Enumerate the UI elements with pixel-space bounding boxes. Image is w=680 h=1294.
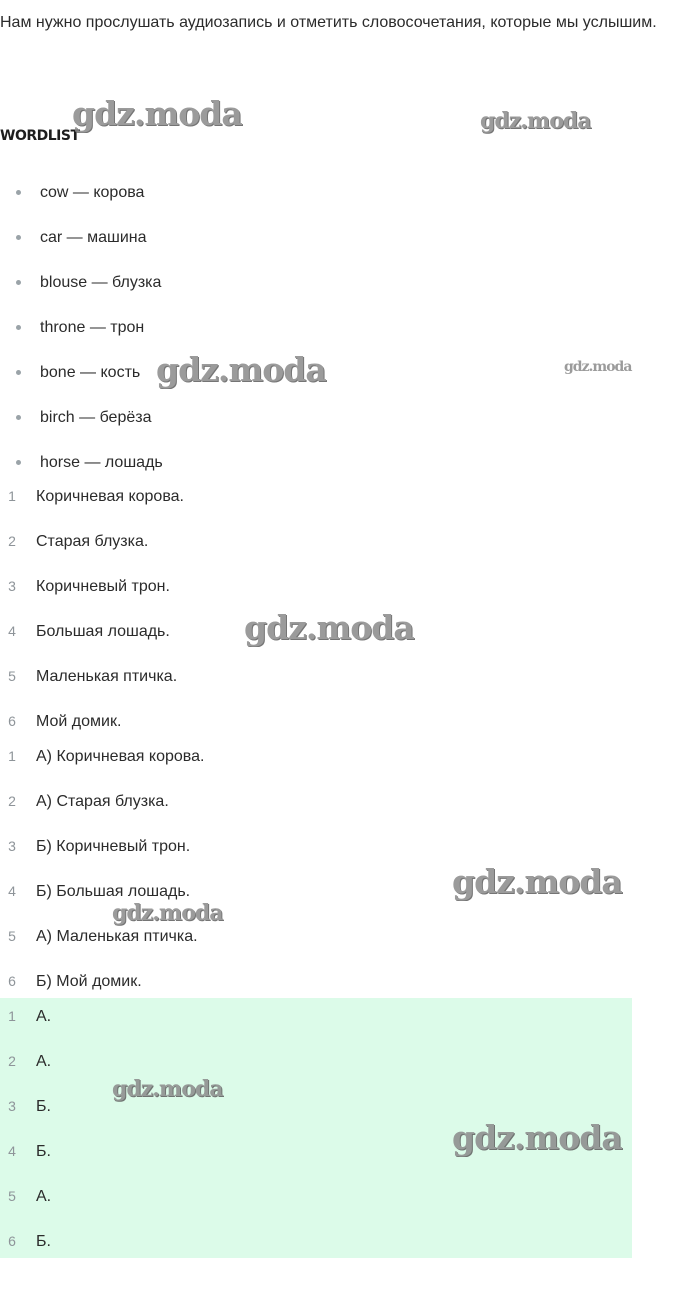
list-item <box>0 395 163 440</box>
list-item <box>0 350 163 395</box>
answer-text: Б. <box>36 1098 51 1115</box>
list-item <box>0 170 163 215</box>
bullet-icon <box>16 325 21 330</box>
list-item <box>0 215 163 260</box>
choice-text: А) Коричневая корова. <box>36 748 205 765</box>
item-number: 2 <box>8 793 16 809</box>
item-number: 6 <box>8 973 16 989</box>
item-number: 2 <box>8 1053 16 1069</box>
answers-highlight-box <box>0 998 632 1258</box>
choice-text: Б) Коричневый трон. <box>36 838 191 855</box>
item-number: 3 <box>8 838 16 854</box>
item-number: 1 <box>8 488 16 504</box>
watermark: gdz.moda <box>244 608 414 647</box>
wordlist-entry: cow — корова <box>40 184 145 201</box>
wordlist <box>0 170 163 485</box>
answer-text: Б. <box>36 1233 51 1250</box>
wordlist-entry: birch — берёза <box>40 409 152 426</box>
item-number: 6 <box>8 1233 16 1249</box>
item-number: 1 <box>8 748 16 764</box>
bullet-icon <box>16 370 21 375</box>
answer-text: Б. <box>36 1143 51 1160</box>
phrase-text: Коричневая корова. <box>36 488 184 505</box>
phrase-text: Коричневый трон. <box>36 578 170 595</box>
phrase-text: Большая лошадь. <box>36 623 170 640</box>
bullet-icon <box>16 235 21 240</box>
item-number: 2 <box>8 533 16 549</box>
item-number: 5 <box>8 668 16 684</box>
watermark: gdz.moda <box>112 1076 223 1102</box>
choice-text: Б) Большая лошадь. <box>36 883 191 900</box>
list-item <box>0 260 163 305</box>
answer-text: А. <box>36 1008 52 1025</box>
watermark: gdz.moda <box>72 94 242 133</box>
choice-text: Б) Мой домик. <box>36 973 142 990</box>
phrase-text: Мой домик. <box>36 713 122 730</box>
choice-text: А) Маленькая птичка. <box>36 928 198 945</box>
wordlist-entry: bone — кость <box>40 364 141 381</box>
choice-text: А) Старая блузка. <box>36 793 169 810</box>
wordlist-heading: WORDLIST <box>0 128 80 144</box>
wordlist-entry: horse — лошадь <box>40 454 163 471</box>
intro-text: Нам нужно прослушать аудиозапись и отметить словосочетания, которые мы услышим. <box>0 14 657 31</box>
watermark: gdz.moda <box>452 1118 622 1157</box>
item-number: 5 <box>8 1188 16 1204</box>
wordlist-entry: blouse — блузка <box>40 274 162 291</box>
watermark: gdz.moda <box>564 359 632 375</box>
item-number: 4 <box>8 623 16 639</box>
bullet-icon <box>16 190 21 195</box>
watermark: gdz.moda <box>452 862 622 901</box>
phrase-text: Маленькая птичка. <box>36 668 178 685</box>
item-number: 3 <box>8 1098 16 1114</box>
item-number: 4 <box>8 883 16 899</box>
watermark: gdz.moda <box>112 900 223 926</box>
phrase-text: Старая блузка. <box>36 533 149 550</box>
item-number: 6 <box>8 713 16 729</box>
item-number: 4 <box>8 1143 16 1159</box>
wordlist-entry: throne — трон <box>40 319 145 336</box>
answer-text: А. <box>36 1188 52 1205</box>
bullet-icon <box>16 460 21 465</box>
watermark: gdz.moda <box>480 108 591 134</box>
answer-text: А. <box>36 1053 52 1070</box>
watermark: gdz.moda <box>156 350 326 389</box>
wordlist-entry: car — машина <box>40 229 147 246</box>
bullet-icon <box>16 415 21 420</box>
list-item <box>0 305 163 350</box>
item-number: 1 <box>8 1008 16 1024</box>
bullet-icon <box>16 280 21 285</box>
item-number: 5 <box>8 928 16 944</box>
item-number: 3 <box>8 578 16 594</box>
